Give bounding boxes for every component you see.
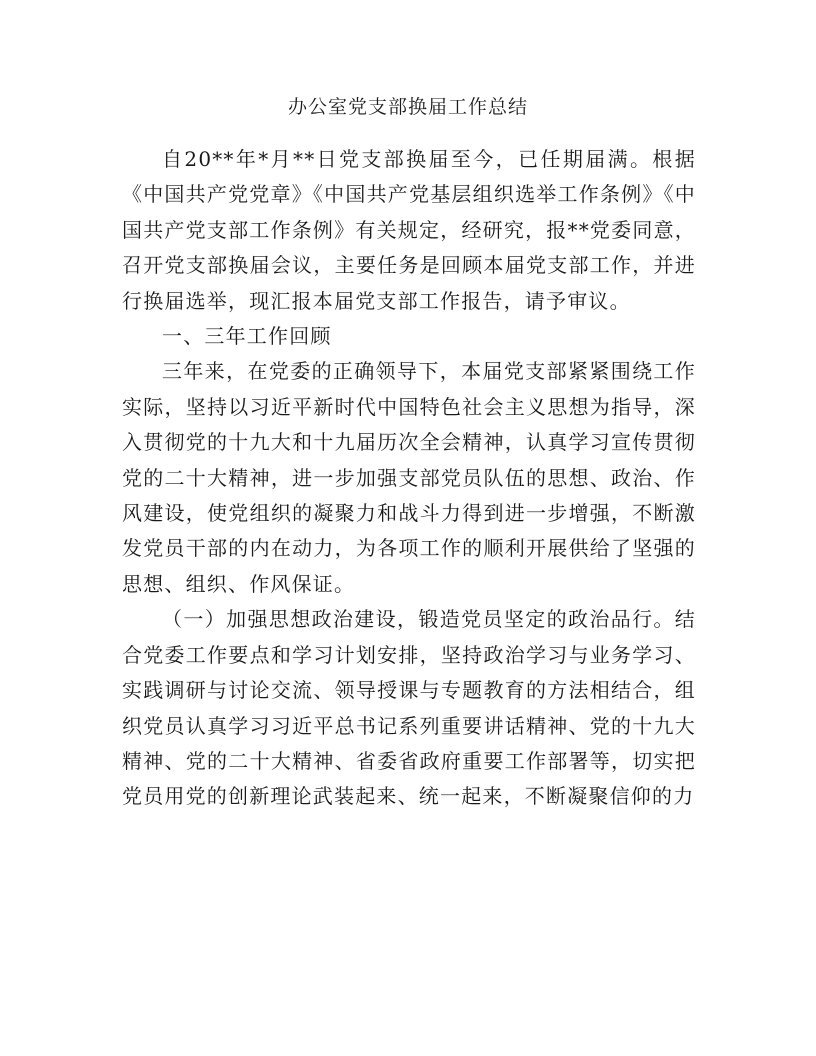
section-heading-review: 一、三年工作回顾 <box>162 324 332 349</box>
review-paragraph: 三年来，在党委的正确领导下，本届党支部紧紧围绕工作实际，坚持以习近平新时代中国特色社会主义思想为指导，深入贯彻党的十九大和十九届历次全会精神，认真学习宣传贯彻党的二十大精神，进一步加强支部党员队伍的思想、政治、作风建设，使党组织的凝聚力和战斗力得到进一步增强，不断激发党员干部的内在动力，为各项工作的顺利开展供给了坚强的思想、组织、作风保证。 <box>122 359 696 596</box>
document-title: 办公室党支部换届工作总结 <box>287 96 528 118</box>
intro-paragraph: 自20**年*月**日党支部换届至今，已任期届满。根据《中国共产党党章》《中国共产党基层组织选举工作条例》《中国共产党支部工作条例》有关规定，经研究，报**党委同意，召开党支部换届会议，主要任务是回顾本届党支部工作，并进行换届选举，现汇报本届党支部工作报告，请予审议。 <box>122 147 696 313</box>
subsection-political-building: （一）加强思想政治建设，锻造党员坚定的政治品行。结合党委工作要点和学习计划安排，坚持政治学习与业务学习、实践调研与讨论交流、领导授课与专题教育的方法相结合，组织党员认真学习习近平总书记系列重要讲话精神、党的十九大精神、党的二十大精神、省委省政府重要工作部署等，切实把党员用党的创新理论武装起来、统一起来，不断凝聚信仰的力 <box>122 607 696 809</box>
document-body <box>122 142 696 815</box>
